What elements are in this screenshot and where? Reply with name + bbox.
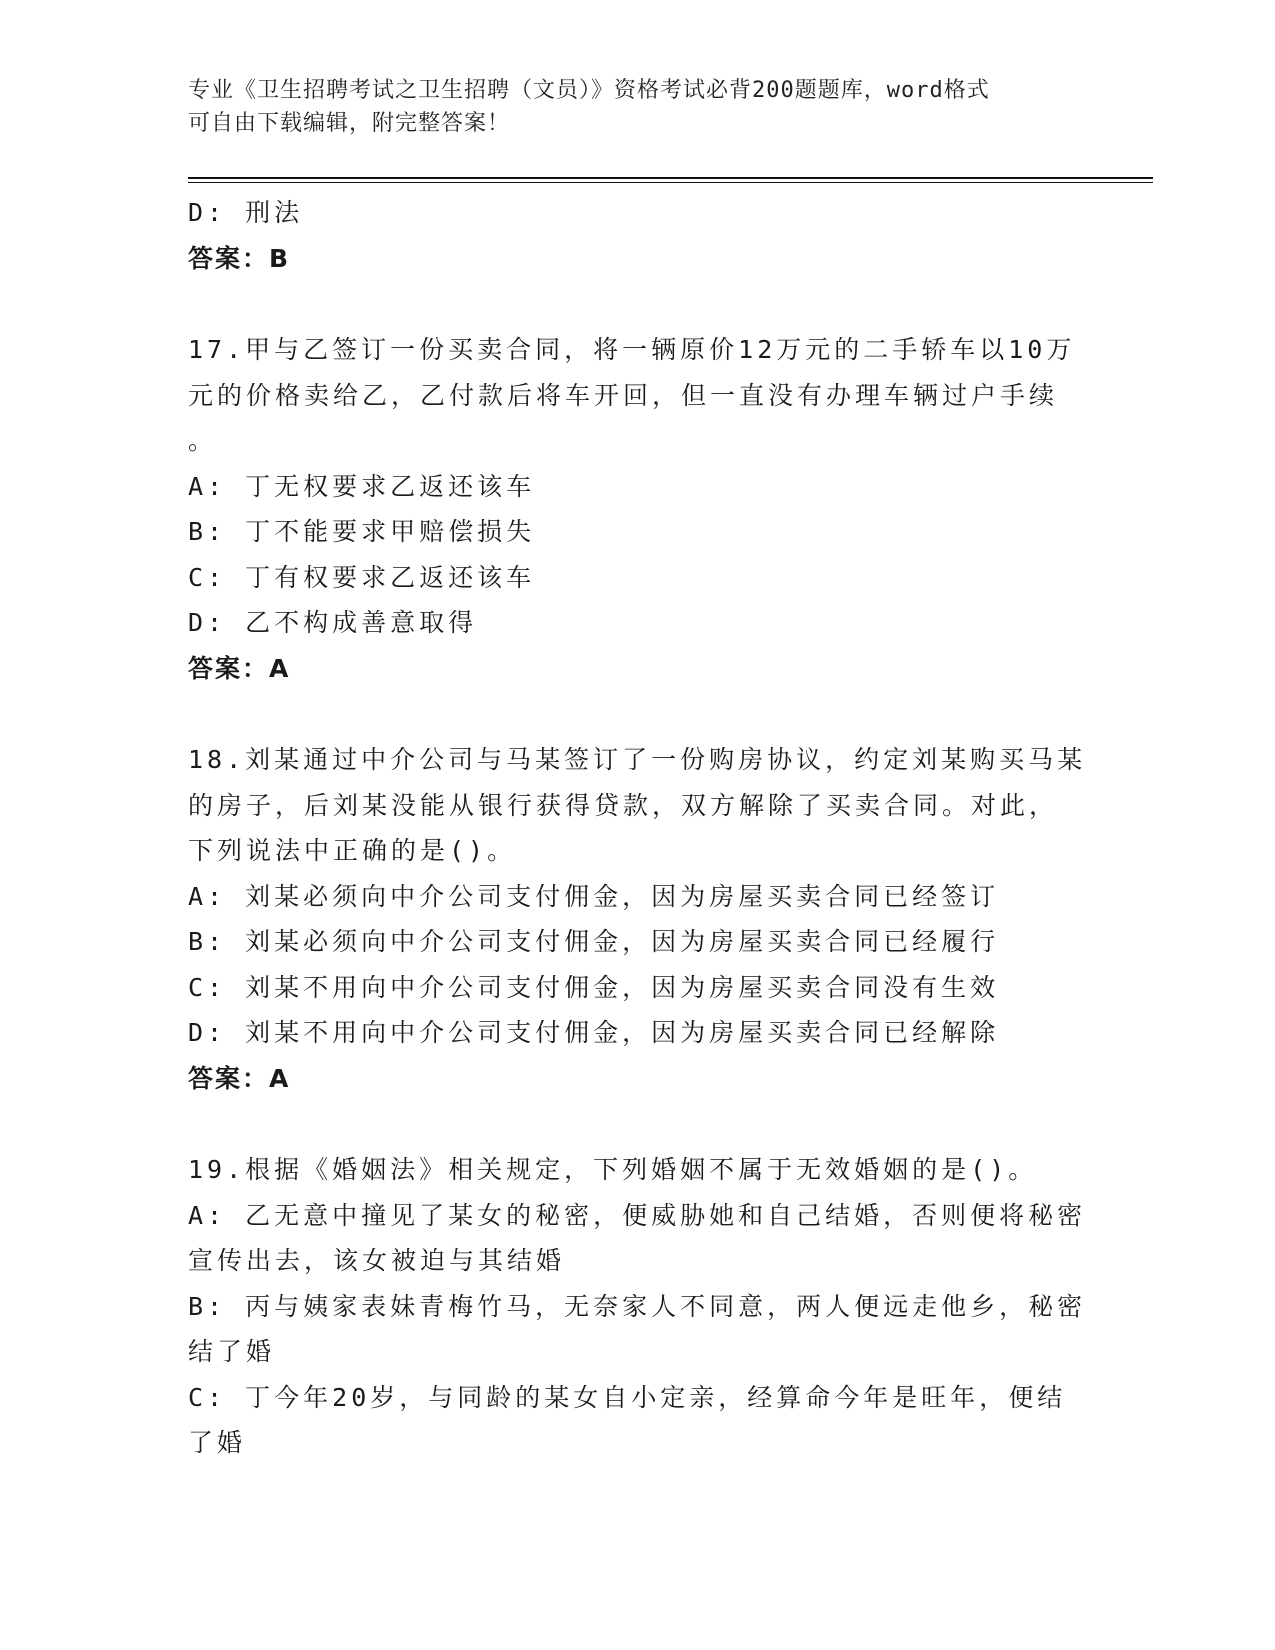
option-d: D: 乙不构成善意取得 <box>188 608 478 637</box>
option-c: C: 丁有权要求乙返还该车 <box>188 562 536 592</box>
header-divider-thin <box>188 182 1153 183</box>
option-d: D: 刑法 <box>188 198 304 227</box>
question-16-tail <box>188 190 1078 281</box>
question-stem: 18.刘某通过中介公司与马某签订了一份购房协议，约定刘某购买马某 <box>188 745 1087 774</box>
answer: 答案：B <box>188 243 291 273</box>
question-stem: 17.甲与乙签订一份买卖合同，将一辆原价12万元的二手轿车以10万 <box>188 335 1076 364</box>
question-stem: 19.根据《婚姻法》相关规定，下列婚姻不属于无效婚姻的是()。 <box>188 1155 1038 1184</box>
option-b: B: 丁不能要求甲赔偿损失 <box>188 517 536 546</box>
document-header <box>188 74 1068 140</box>
option-a: A: 丁无权要求乙返还该车 <box>188 471 536 501</box>
option-c: C: 刘某不用向中介公司支付佣金，因为房屋买卖合同没有生效 <box>188 972 1000 1002</box>
question-stem: 下列说法中正确的是()。 <box>188 836 517 865</box>
header-line-2: 可自由下载编辑，附完整答案！ <box>188 111 511 136</box>
option-b: B: 丙与姨家表妹青梅竹马，无奈家人不同意，两人便远走他乡，秘密 <box>188 1291 1087 1321</box>
option-c: C: 丁今年20岁，与同龄的某女自小定亲，经算命今年是旺年，便结 <box>188 1382 1067 1412</box>
header-line-1: 专业《卫生招聘考试之卫生招聘（文员）》资格考试必背200题题库，word格式 <box>188 78 990 103</box>
question-list <box>188 190 1087 1466</box>
option-a-continued: 宣传出去，该女被迫与其结婚 <box>188 1246 566 1275</box>
question-19 <box>188 1147 1087 1466</box>
question-stem: 。 <box>188 426 218 455</box>
option-b-continued: 结了婚 <box>188 1337 276 1366</box>
answer: 答案：A <box>188 653 291 683</box>
answer: 答案：A <box>188 1063 291 1093</box>
question-17 <box>188 327 1078 691</box>
question-stem: 元的价格卖给乙，乙付款后将车开回，但一直没有办理车辆过户手续 <box>188 380 1059 410</box>
header-divider-thick <box>188 177 1153 179</box>
option-b: B: 刘某必须向中介公司支付佣金，因为房屋买卖合同已经履行 <box>188 927 1000 956</box>
option-c-continued: 了婚 <box>188 1428 247 1457</box>
option-a: A: 乙无意中撞见了某女的秘密，便威胁她和自己结婚，否则便将秘密 <box>188 1200 1087 1230</box>
question-stem: 的房子，后刘某没能从银行获得贷款，双方解除了买卖合同。对此， <box>188 790 1059 820</box>
option-d: D: 刘某不用向中介公司支付佣金，因为房屋买卖合同已经解除 <box>188 1018 1000 1047</box>
option-a: A: 刘某必须向中介公司支付佣金，因为房屋买卖合同已经签订 <box>188 881 1000 911</box>
question-18 <box>188 737 1087 1101</box>
